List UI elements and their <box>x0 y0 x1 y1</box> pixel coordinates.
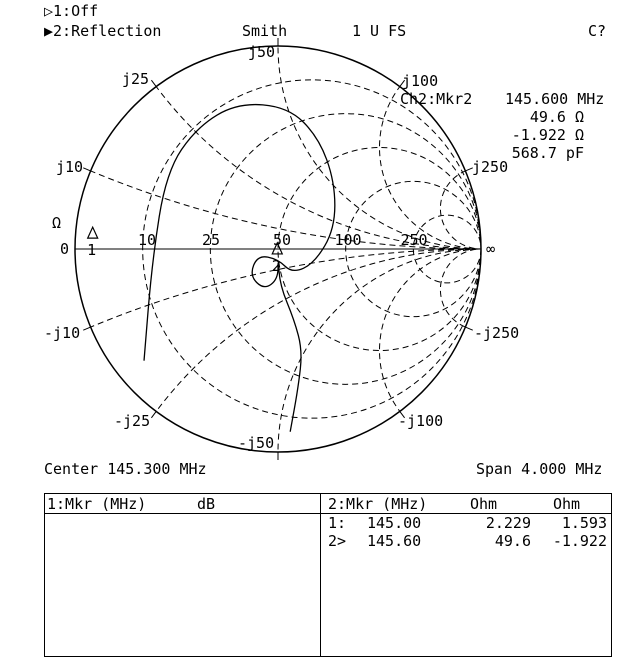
resistance-tick-label: 250 <box>400 231 428 249</box>
reactance-tick-label-negative: -j100 <box>398 412 444 430</box>
triangle-outline-icon: ▷ <box>44 2 54 20</box>
right-header-reactance: Ohm <box>553 495 581 513</box>
reactance-tick-label-negative: -j50 <box>238 434 275 452</box>
reactance-tick-label-negative: -j10 <box>44 324 81 342</box>
reactance-tick-label-negative: -j25 <box>114 412 151 430</box>
row-frequency: 145.60 <box>367 532 422 550</box>
reactance-arc-negative <box>0 249 640 490</box>
reactance-tick-label-negative: -j250 <box>474 324 520 342</box>
channel-1-label: 1:Off <box>53 2 99 20</box>
reactance-tick-label-positive: j10 <box>56 158 84 176</box>
marker-readout-reactance: -1.922 Ω <box>511 126 584 144</box>
row-resistance: 2.229 <box>485 514 531 532</box>
table-divider <box>320 494 321 656</box>
row-resistance: 49.6 <box>494 532 531 550</box>
resistance-tick-label: 100 <box>334 231 362 249</box>
reactance-tick-label-positive: j50 <box>248 43 276 61</box>
resistance-tick-label: 10 <box>137 231 157 249</box>
marker-triangle-icon <box>88 227 98 238</box>
reactance-arc-positive <box>278 0 640 249</box>
reactance-tick <box>151 411 156 417</box>
marker-label: 1 <box>87 241 97 260</box>
marker-label: 2 <box>271 256 281 275</box>
format-label: Smith <box>242 22 288 40</box>
marker-readout-resistance: 49.6 Ω <box>529 108 584 126</box>
right-header-marker: 2:Mkr (MHz) <box>328 495 428 513</box>
reactance-tick-label-positive: j100 <box>402 72 439 90</box>
reactance-tick <box>83 168 90 171</box>
marker-readout-equivalent: 568.7 pF <box>511 144 584 162</box>
axis-label-infinity: ∞ <box>486 240 496 258</box>
left-header-unit: dB <box>197 495 216 513</box>
span-frequency: Span 4.000 MHz <box>476 460 603 478</box>
marker-table <box>44 493 612 657</box>
center-frequency: Center 145.300 MHz <box>44 460 207 478</box>
resistance-tick-label: 25 <box>201 231 221 249</box>
right-header-resistance: Ohm <box>470 495 498 513</box>
reactance-tick-label-positive: j250 <box>472 158 509 176</box>
reactance-tick-label-positive: j25 <box>122 70 150 88</box>
reactance-tick <box>465 327 472 330</box>
reactance-tick <box>151 80 156 86</box>
cal-status: C? <box>588 22 607 40</box>
channel-2-label: 2:Reflection <box>53 22 162 40</box>
marker-readout-frequency: 145.600 MHz <box>505 90 605 108</box>
row-frequency: 145.00 <box>367 514 422 532</box>
triangle-filled-icon: ▶ <box>44 22 54 40</box>
resistance-tick-label: 50 <box>272 231 292 249</box>
reactance-arc-negative <box>75 249 640 490</box>
reactance-arc-negative <box>278 249 640 490</box>
axis-label-zero: 0 <box>60 240 70 258</box>
row-reactance: -1.922 <box>552 532 607 550</box>
row-index: 1: <box>328 514 347 532</box>
ohm-symbol-label: Ω <box>52 214 62 232</box>
left-header-marker: 1:Mkr (MHz) <box>47 495 147 513</box>
reactance-tick <box>83 327 90 330</box>
row-reactance: 1.593 <box>561 514 607 532</box>
scale-label: 1 U FS <box>352 22 407 40</box>
marker-readout-title: Ch2:Mkr2 <box>400 90 473 108</box>
row-index: 2> <box>328 532 347 550</box>
